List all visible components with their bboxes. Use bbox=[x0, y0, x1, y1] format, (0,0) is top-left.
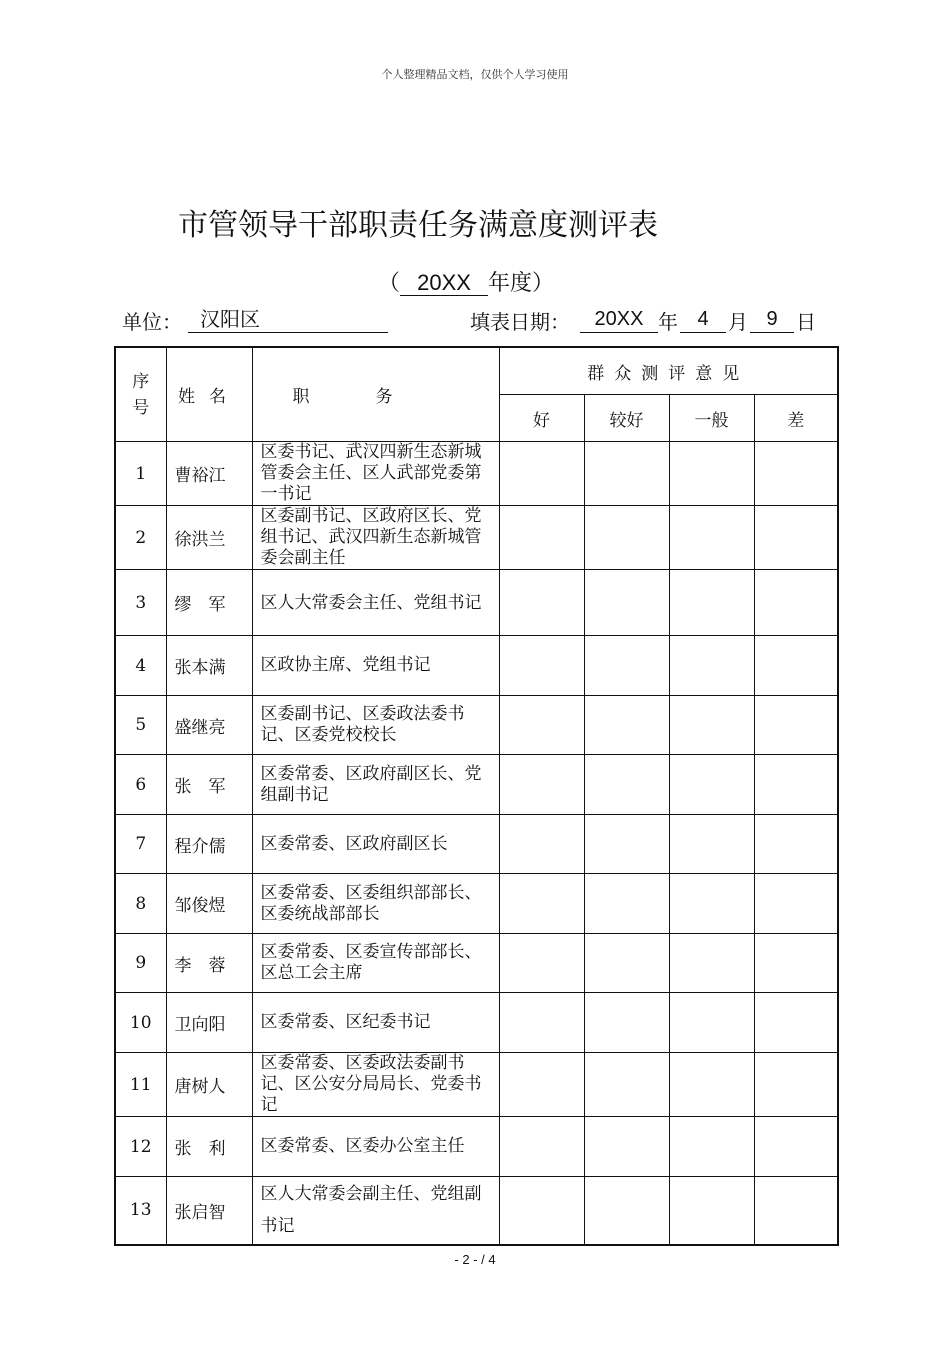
rating-cell-fairly-good[interactable] bbox=[584, 815, 669, 874]
row-seq: 11 bbox=[115, 1053, 166, 1117]
unit-value: 汉阳区 bbox=[188, 306, 388, 333]
row-seq: 7 bbox=[115, 815, 166, 874]
rating-cell-good[interactable] bbox=[499, 442, 584, 506]
year-line bbox=[378, 266, 554, 297]
header-duty-label: 职务 bbox=[292, 387, 459, 407]
date-month: 4 bbox=[680, 306, 726, 333]
table-row bbox=[115, 696, 838, 755]
rating-cell-poor[interactable] bbox=[754, 442, 838, 506]
row-seq: 10 bbox=[115, 993, 166, 1053]
rating-cell-fairly-good[interactable] bbox=[584, 934, 669, 993]
row-seq: 2 bbox=[115, 506, 166, 570]
row-duty: 区委常委、区政府副区长 bbox=[252, 815, 499, 874]
table-row bbox=[115, 1053, 838, 1117]
rating-cell-good[interactable] bbox=[499, 874, 584, 934]
table-row bbox=[115, 1117, 838, 1177]
rating-cell-average[interactable] bbox=[669, 636, 754, 696]
year-open-paren: （ bbox=[378, 271, 401, 296]
unit-label: 单位： bbox=[122, 310, 182, 334]
table-row bbox=[115, 755, 838, 815]
rating-cell-fairly-good[interactable] bbox=[584, 1177, 669, 1245]
header-seq-line2: 号 bbox=[132, 397, 150, 418]
rating-cell-poor[interactable] bbox=[754, 993, 838, 1053]
header-name: 姓名 bbox=[166, 347, 252, 442]
date-label: 填表日期： bbox=[470, 310, 570, 334]
date-month-char: 月 bbox=[728, 310, 748, 334]
header-rating-fairly-good: 较好 bbox=[584, 395, 669, 442]
rating-cell-good[interactable] bbox=[499, 934, 584, 993]
rating-cell-poor[interactable] bbox=[754, 506, 838, 570]
rating-cell-average[interactable] bbox=[669, 506, 754, 570]
row-seq: 8 bbox=[115, 874, 166, 934]
rating-cell-average[interactable] bbox=[669, 1177, 754, 1245]
row-duty: 区人大常委会副主任、党组副书记 bbox=[252, 1177, 499, 1245]
document-title: 市管领导干部职责任务满意度测评表 bbox=[178, 208, 658, 243]
rating-cell-fairly-good[interactable] bbox=[584, 1053, 669, 1117]
rating-cell-poor[interactable] bbox=[754, 815, 838, 874]
rating-cell-good[interactable] bbox=[499, 1117, 584, 1177]
watermark-text: 个人整理精品文档，仅供个人学习使用 bbox=[381, 68, 569, 81]
row-duty: 区委常委、区委政法委副书记、区公安分局局长、党委书记 bbox=[252, 1053, 499, 1117]
rating-cell-good[interactable] bbox=[499, 506, 584, 570]
rating-cell-good[interactable] bbox=[499, 570, 584, 636]
table-row bbox=[115, 874, 838, 934]
rating-cell-average[interactable] bbox=[669, 755, 754, 815]
row-seq: 13 bbox=[115, 1177, 166, 1245]
date-day: 9 bbox=[750, 306, 794, 333]
table-row bbox=[115, 442, 838, 506]
rating-cell-average[interactable] bbox=[669, 1053, 754, 1117]
year-suffix: 年度） bbox=[488, 271, 555, 296]
row-duty: 区委常委、区纪委书记 bbox=[252, 993, 499, 1053]
header-rating-average: 一般 bbox=[669, 395, 754, 442]
row-seq: 3 bbox=[115, 570, 166, 636]
rating-cell-fairly-good[interactable] bbox=[584, 636, 669, 696]
table-row bbox=[115, 636, 838, 696]
row-name: 邹俊煜 bbox=[166, 874, 252, 934]
rating-cell-good[interactable] bbox=[499, 1053, 584, 1117]
table-row bbox=[115, 934, 838, 993]
rating-cell-good[interactable] bbox=[499, 1177, 584, 1245]
rating-cell-average[interactable] bbox=[669, 696, 754, 755]
rating-cell-fairly-good[interactable] bbox=[584, 570, 669, 636]
row-duty: 区委书记、武汉四新生态新城管委会主任、区人武部党委第一书记 bbox=[252, 442, 499, 506]
row-name: 唐树人 bbox=[166, 1053, 252, 1117]
rating-cell-fairly-good[interactable] bbox=[584, 696, 669, 755]
header-rating-poor: 差 bbox=[754, 395, 838, 442]
year-value: 20XX bbox=[400, 271, 488, 296]
rating-cell-poor[interactable] bbox=[754, 696, 838, 755]
date-year: 20XX bbox=[580, 306, 658, 333]
header-seq bbox=[115, 347, 166, 442]
row-duty: 区委常委、区委组织部部长、区委统战部部长 bbox=[252, 874, 499, 934]
row-name: 李 蓉 bbox=[166, 934, 252, 993]
rating-cell-poor[interactable] bbox=[754, 1177, 838, 1245]
row-name: 张启智 bbox=[166, 1177, 252, 1245]
rating-cell-fairly-good[interactable] bbox=[584, 506, 669, 570]
rating-cell-good[interactable] bbox=[499, 815, 584, 874]
table-row bbox=[115, 815, 838, 874]
rating-cell-fairly-good[interactable] bbox=[584, 874, 669, 934]
meta-row bbox=[122, 306, 822, 334]
table-row bbox=[115, 570, 838, 636]
rating-cell-poor[interactable] bbox=[754, 570, 838, 636]
header-rating-good: 好 bbox=[499, 395, 584, 442]
row-name: 张 利 bbox=[166, 1117, 252, 1177]
rating-cell-average[interactable] bbox=[669, 934, 754, 993]
rating-cell-good[interactable] bbox=[499, 755, 584, 815]
row-seq: 12 bbox=[115, 1117, 166, 1177]
row-duty: 区委常委、区委办公室主任 bbox=[252, 1117, 499, 1177]
row-seq: 4 bbox=[115, 636, 166, 696]
header-group-evaluation: 群众测评意见 bbox=[499, 347, 838, 395]
row-duty: 区政协主席、党组书记 bbox=[252, 636, 499, 696]
page-number: - 2 - / 4 bbox=[454, 1252, 496, 1267]
rating-cell-average[interactable] bbox=[669, 442, 754, 506]
rating-cell-average[interactable] bbox=[669, 1117, 754, 1177]
row-name: 程介儒 bbox=[166, 815, 252, 874]
row-name: 徐洪兰 bbox=[166, 506, 252, 570]
row-name: 缪 军 bbox=[166, 570, 252, 636]
row-seq: 1 bbox=[115, 442, 166, 506]
table-row bbox=[115, 506, 838, 570]
rating-cell-poor[interactable] bbox=[754, 874, 838, 934]
rating-cell-good[interactable] bbox=[499, 636, 584, 696]
rating-cell-good[interactable] bbox=[499, 993, 584, 1053]
rating-cell-average[interactable] bbox=[669, 815, 754, 874]
row-seq: 6 bbox=[115, 755, 166, 815]
rating-cell-average[interactable] bbox=[669, 570, 754, 636]
header-duty bbox=[252, 347, 499, 442]
table-row bbox=[115, 993, 838, 1053]
row-name: 曹裕江 bbox=[166, 442, 252, 506]
date-day-char: 日 bbox=[796, 310, 816, 334]
date-year-char: 年 bbox=[658, 310, 678, 334]
row-name: 张本满 bbox=[166, 636, 252, 696]
rating-cell-poor[interactable] bbox=[754, 1053, 838, 1117]
row-duty: 区委副书记、区政府区长、党组书记、武汉四新生态新城管委会副主任 bbox=[252, 506, 499, 570]
rating-cell-poor[interactable] bbox=[754, 636, 838, 696]
rating-cell-good[interactable] bbox=[499, 696, 584, 755]
row-duty: 区委常委、区政府副区长、党组副书记 bbox=[252, 755, 499, 815]
rating-cell-poor[interactable] bbox=[754, 934, 838, 993]
rating-cell-average[interactable] bbox=[669, 993, 754, 1053]
evaluation-table bbox=[114, 346, 839, 1246]
row-duty: 区委副书记、区委政法委书记、区委党校校长 bbox=[252, 696, 499, 755]
header-seq-line1: 序 bbox=[132, 371, 150, 392]
rating-cell-fairly-good[interactable] bbox=[584, 442, 669, 506]
rating-cell-average[interactable] bbox=[669, 874, 754, 934]
row-name: 张 军 bbox=[166, 755, 252, 815]
row-duty: 区委常委、区委宣传部部长、区总工会主席 bbox=[252, 934, 499, 993]
row-name: 卫向阳 bbox=[166, 993, 252, 1053]
table-row bbox=[115, 1177, 838, 1245]
row-seq: 5 bbox=[115, 696, 166, 755]
rating-cell-fairly-good[interactable] bbox=[584, 1117, 669, 1177]
row-seq: 9 bbox=[115, 934, 166, 993]
row-duty: 区人大常委会主任、党组书记 bbox=[252, 570, 499, 636]
row-name: 盛继亮 bbox=[166, 696, 252, 755]
rating-cell-fairly-good[interactable] bbox=[584, 755, 669, 815]
rating-cell-poor[interactable] bbox=[754, 755, 838, 815]
rating-cell-fairly-good[interactable] bbox=[584, 993, 669, 1053]
rating-cell-poor[interactable] bbox=[754, 1117, 838, 1177]
